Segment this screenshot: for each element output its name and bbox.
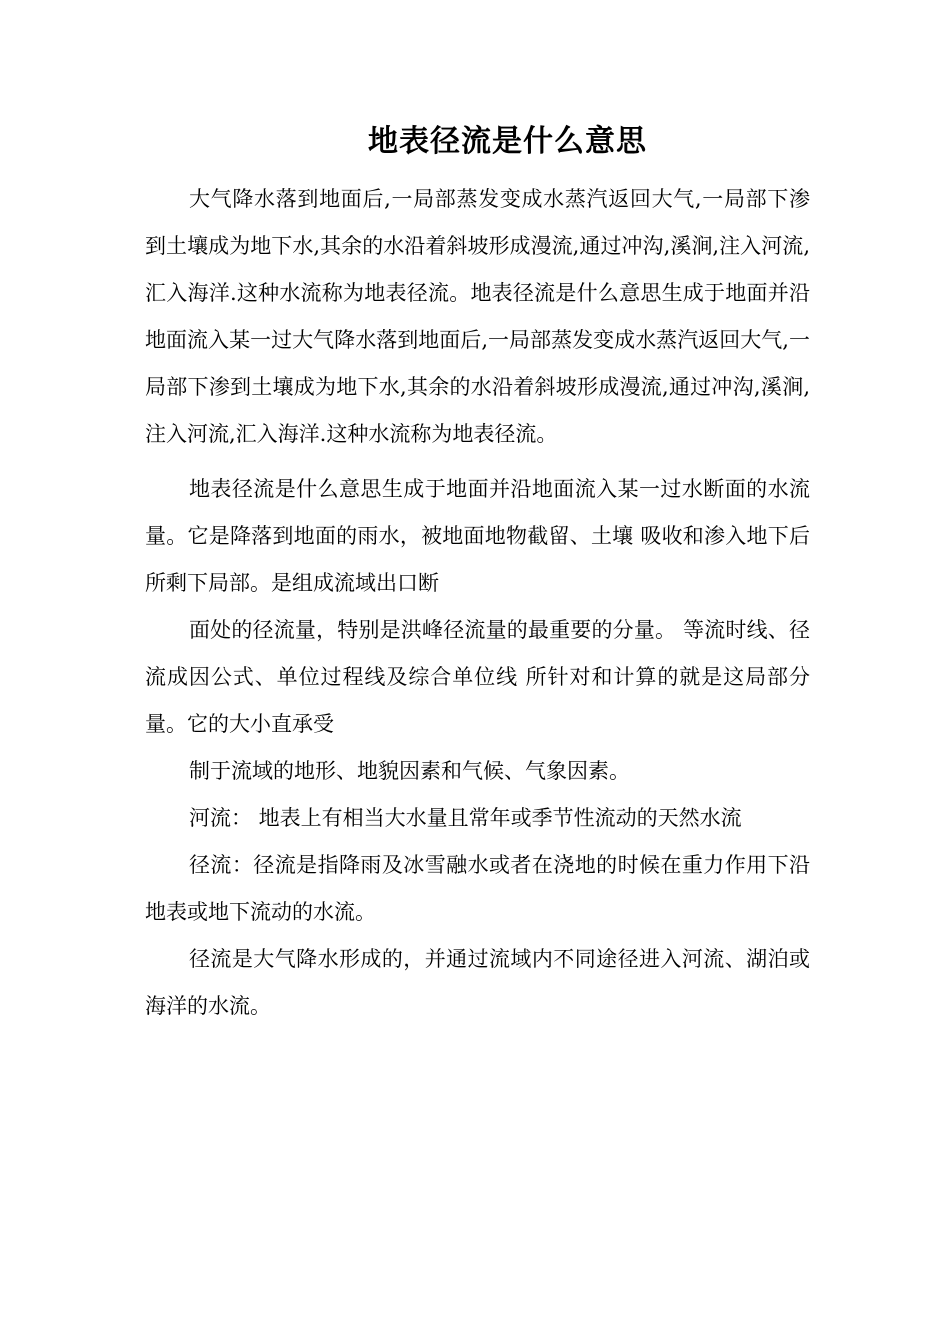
document-page [145,118,810,1030]
paragraph-4: 制于流域的地形、地貌因素和气候、气象因素。 [189,759,630,783]
document-title: 地表径流是什么意思 [368,124,647,159]
paragraph-3: 面处的径流量，特别是洪峰径流量的最重要的分量。 等流时线、径流成因公式、单位过程线及综合单位线 所针对和计算的就是这局部分量。它的大小直承受 [145,618,810,736]
paragraph-2: 地表径流是什么意思生成于地面并沿地面流入某一过水断面的水流量。它是降落到地面的雨水，被地面地物截留、土壤 吸收和渗入地下后所剩下局部。是组成流域出口断 [145,477,810,595]
paragraph-7: 径流是大气降水形成的，并通过流域内不同途径进入河流、湖泊或海洋的水流。 [145,947,810,1018]
paragraph-6: 径流：径流是指降雨及冰雪融水或者在浇地的时候在重力作用下沿地表或地下流动的水流。 [145,853,810,924]
paragraph-5: 河流： 地表上有相当大水量且常年或季节性流动的天然水流 [189,806,742,830]
paragraph-1: 大气降水落到地面后,一局部蒸发变成水蒸汽返回大气,一局部下渗到土壤成为地下水,其余的水沿着斜坡形成漫流,通过冲沟,溪涧,注入河流,汇入海洋.这种水流称为地表径流。地表径流是什么意思生成于地面并沿地面流入某一过大气降水落到地面后,一局部蒸发变成水蒸汽返回大气,一局部下渗到土壤成为地下水,其余的水沿着斜坡形成漫流,通过冲沟,溪涧,注入河流,汇入海洋.这种水流称为地表径流。 [145,187,810,446]
